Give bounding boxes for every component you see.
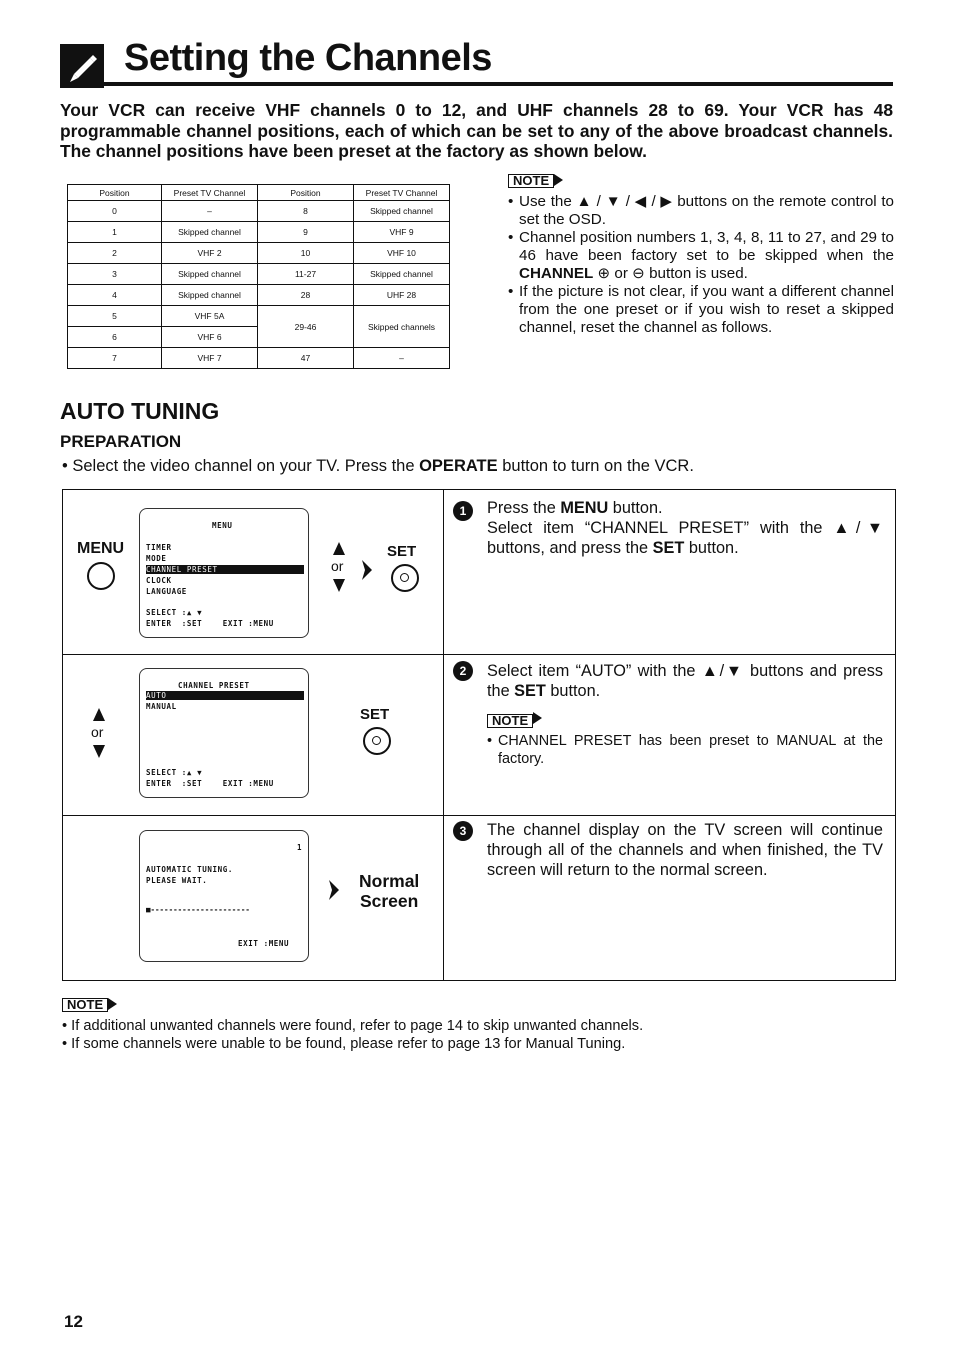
- table-cell: VHF 5A: [162, 306, 258, 327]
- bottom-notes: [62, 996, 902, 1053]
- table-cell: Skipped channels: [354, 306, 450, 348]
- or-label: or: [331, 558, 344, 574]
- table-row: [68, 222, 450, 243]
- table-cell: 2: [68, 243, 162, 264]
- arrow-icon: [554, 174, 563, 186]
- step-number: 3: [453, 821, 473, 841]
- note-bullet: • If some channels were unable to be found, please refer to page 13 for Manual Tuning.: [62, 1036, 626, 1052]
- tv-screen-channel-preset: CHANNEL PRESET AUTO MANUAL SELECT :▲ ▼ ENTER :SET EXIT :MENU: [139, 668, 309, 798]
- preparation-text: • Select the video channel on your TV. Press the OPERATE button to turn on the VCR.: [62, 457, 694, 475]
- table-cell: 1: [68, 222, 162, 243]
- table-cell: UHF 28: [354, 285, 450, 306]
- note-badge: NOTE: [62, 996, 108, 1010]
- subsection-heading: PREPARATION: [60, 432, 182, 451]
- table-cell: Skipped channel: [162, 264, 258, 285]
- step-1-text: Press the MENU button. Select item “CHANNEL PRESET” with the ▲/▼ buttons, and press the SET button.: [487, 499, 883, 557]
- page-number: 12: [64, 1312, 83, 1331]
- or-label: or: [91, 724, 104, 740]
- table-cell: VHF 9: [354, 222, 450, 243]
- note-bullet: • If the picture is not clear, if you want a different channel from the one preset or if you wish to reset a skipped channel, reset the channel as follows.: [508, 283, 894, 337]
- table-cell: 11-27: [258, 264, 354, 285]
- note-bullet: • Use the ▲ / ▼ / ◀ / ▶ buttons on the remote control to set the OSD.: [508, 193, 894, 229]
- section-heading: AUTO TUNING: [60, 398, 220, 424]
- up-arrow-icon: [333, 542, 345, 555]
- table-cell: 6: [68, 327, 162, 348]
- note-badge: NOTE: [508, 172, 554, 186]
- divider: [63, 815, 895, 816]
- table-cell: Skipped channel: [162, 222, 258, 243]
- table-cell: 8: [258, 201, 354, 222]
- table-cell: 28: [258, 285, 354, 306]
- table-cell: Skipped channel: [162, 285, 258, 306]
- note-bullet: • If additional unwanted channels were found, refer to page 14 to skip unwanted channels.: [62, 1018, 644, 1034]
- table-header: Preset TV Channel: [162, 185, 258, 201]
- page-title: Setting the Channels: [124, 37, 492, 79]
- table-cell: –: [162, 201, 258, 222]
- table-cell: VHF 6: [162, 327, 258, 348]
- table-cell: 9: [258, 222, 354, 243]
- arrow-icon: [533, 712, 542, 724]
- table-row: [68, 285, 450, 306]
- title-rule: [60, 82, 893, 86]
- table-cell: VHF 7: [162, 348, 258, 369]
- table-cell: 7: [68, 348, 162, 369]
- set-button-icon: [391, 564, 419, 592]
- tv-screen-menu: MENU TIMER MODE CHANNEL PRESET CLOCK LANGUAGE SELECT :▲ ▼ ENTER :SET EXIT :MENU: [139, 508, 309, 638]
- table-cell: 5: [68, 306, 162, 327]
- divider: [63, 654, 895, 655]
- table-cell: –: [354, 348, 450, 369]
- normal-screen-label: Normal Screen: [359, 871, 420, 911]
- up-arrow-icon: [93, 708, 105, 721]
- set-button-icon: [363, 727, 391, 755]
- table-cell: 0: [68, 201, 162, 222]
- set-label: SET: [360, 706, 390, 723]
- table-row: [68, 348, 450, 369]
- table-cell: 10: [258, 243, 354, 264]
- channel-notes: [508, 172, 894, 337]
- table-cell: Skipped channel: [354, 264, 450, 285]
- table-cell: 29-46: [258, 306, 354, 348]
- table-header: Position: [68, 185, 162, 201]
- step-2-text: Select item “AUTO” with the ▲/▼ buttons and press the SET button. NOTE • CHANNEL PRESET has been preset to MANUAL at the factory.: [487, 661, 883, 768]
- arrow-icon: [108, 998, 117, 1010]
- menu-label: MENU: [77, 540, 125, 557]
- step-2-note: • CHANNEL PRESET has been preset to MANUAL at the factory.: [487, 732, 883, 768]
- table-cell: 3: [68, 264, 162, 285]
- table-cell: VHF 10: [354, 243, 450, 264]
- preset-channel-table: [67, 184, 450, 369]
- divider: [443, 490, 444, 980]
- table-cell: VHF 2: [162, 243, 258, 264]
- step-number: 1: [453, 501, 473, 521]
- table-header: Preset TV Channel: [354, 185, 450, 201]
- step-3-text: The channel display on the TV screen will continue through all of the channels and when finished, the TV screen will return to the normal screen.: [487, 821, 883, 879]
- intro-paragraph: Your VCR can receive VHF channels 0 to 12, and UHF channels 28 to 69. Your VCR has 48 programmable channel positions, each of which can be set to any of the above broadcast channels. The channel positions have been preset at the factory as shown below.: [60, 100, 893, 161]
- steps-box: [62, 489, 896, 981]
- menu-button-icon: [87, 562, 115, 590]
- table-cell: 47: [258, 348, 354, 369]
- set-label: SET: [387, 543, 417, 560]
- pointer-arrow-icon: [329, 880, 339, 900]
- step-number: 2: [453, 661, 473, 681]
- note-badge: NOTE: [487, 710, 533, 724]
- table-row: [68, 201, 450, 222]
- table-row: [68, 264, 450, 285]
- down-arrow-icon: [333, 579, 345, 592]
- table-cell: 4: [68, 285, 162, 306]
- note-bullet: • Channel position numbers 1, 3, 4, 8, 11 to 27, and 29 to 46 have been factory set to be skipped when the CHANNEL ⊕ or ⊖ button is used.: [508, 229, 894, 283]
- table-cell: Skipped channel: [354, 201, 450, 222]
- table-header: Position: [258, 185, 354, 201]
- table-row: [68, 306, 450, 327]
- down-arrow-icon: [93, 745, 105, 758]
- tv-screen-auto-tuning: 1 AUTOMATIC TUNING. PLEASE WAIT. ■---------------------- EXIT :MENU: [139, 830, 309, 962]
- pointer-arrow-icon: [362, 560, 372, 580]
- table-row: [68, 243, 450, 264]
